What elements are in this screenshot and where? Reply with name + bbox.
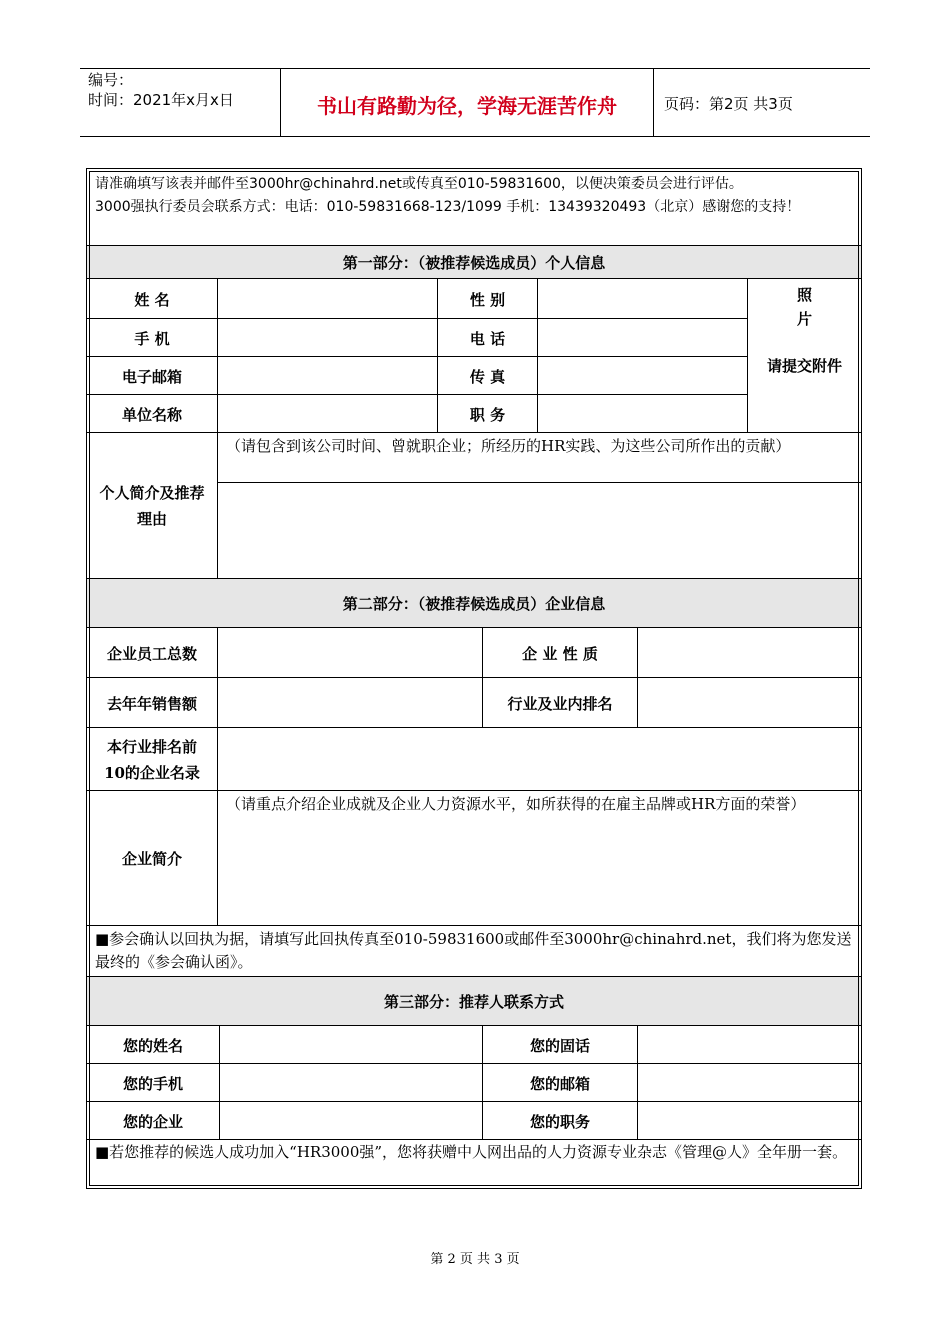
row-profile: [87, 432, 861, 579]
header-divider: [280, 68, 281, 136]
name-label: 姓 名: [134, 290, 170, 309]
gender-label: 性 别: [437, 279, 537, 319]
email-label: 电子邮箱: [121, 367, 182, 386]
row-your-company-position: [87, 1101, 861, 1140]
company-intro-area[interactable]: [217, 791, 861, 926]
row-name-gender: [87, 278, 861, 319]
header-divider: [653, 68, 654, 136]
row-employees-nature: [87, 627, 861, 678]
photo-note: 请提交附件: [766, 357, 842, 375]
row-top10: [87, 727, 861, 791]
header-bottom-rule: [80, 136, 870, 137]
phone-field[interactable]: [537, 319, 747, 357]
name-field[interactable]: [217, 279, 437, 319]
row-your-name-phone: [87, 1025, 861, 1064]
mobile-label: 手 机: [134, 329, 170, 348]
gender-field[interactable]: [537, 279, 747, 319]
top10-label: 本行业排名前10的企业名录: [104, 737, 200, 782]
your-mobile-label: 您的手机: [122, 1074, 183, 1093]
row-company-position: [87, 394, 747, 433]
your-company-label: 您的企业: [122, 1112, 183, 1131]
profile-hint: （请包含到该公司时间、曾就职企业；所经历的HR实践、为这些公司所作出的贡献）: [218, 433, 861, 483]
fax-field[interactable]: [537, 357, 747, 395]
ranking-field[interactable]: [637, 678, 861, 728]
sales-field[interactable]: [217, 678, 482, 728]
part1-title: 第一部分：（被推荐候选成员）个人信息: [342, 254, 606, 272]
page-footer: 第 2 页 共 3 页: [430, 1252, 520, 1267]
profile-area[interactable]: [217, 433, 861, 579]
your-phone-field[interactable]: [637, 1026, 861, 1064]
profile-label: 个人简介及推荐理由: [99, 484, 205, 528]
email-field[interactable]: [217, 357, 437, 395]
row-email-fax: [87, 356, 747, 395]
confirm-note-row: [87, 925, 861, 977]
company-intro-label: 企业简介: [121, 850, 182, 868]
section-title-part2: [87, 578, 861, 628]
nature-label: 企 业 性 质: [482, 628, 637, 678]
employees-field[interactable]: [217, 628, 482, 678]
fax-label: 传 真: [437, 357, 537, 395]
page-info: 页码：第2页 共3页: [664, 95, 793, 113]
your-mobile-field[interactable]: [219, 1064, 482, 1102]
your-name-field[interactable]: [219, 1026, 482, 1064]
intro-line-1: 请准确填写该表并邮件至3000hr@chinahrd.net或传真至010-59831600，以便决策委员会进行评估。: [95, 176, 743, 192]
your-name-label: 您的姓名: [122, 1036, 183, 1055]
top10-field[interactable]: [217, 728, 861, 791]
company-intro-hint: （请重点介绍企业成就及企业人力资源水平，如所获得的在雇主品牌或HR方面的荣誉）: [226, 795, 806, 813]
row-sales-ranking: [87, 677, 861, 728]
your-position-field[interactable]: [637, 1102, 861, 1140]
row-your-mobile-email: [87, 1063, 861, 1102]
photo-cell[interactable]: [747, 279, 861, 432]
motto: 书山有路勤为径，学海无涯苦作舟: [317, 94, 617, 118]
gift-note-row: [87, 1139, 861, 1189]
nature-field[interactable]: [637, 628, 861, 678]
mobile-field[interactable]: [217, 319, 437, 357]
your-phone-label: 您的固话: [482, 1026, 637, 1064]
intro-block: [87, 169, 861, 245]
part2-title: 第二部分：（被推荐候选成员）企业信息: [342, 595, 606, 613]
confirm-note: ■参会确认以回执为据，请填写此回执传真至010-59831600或邮件至3000hr@chinahrd.net，我们将为您发送最终的《参会确认函》。: [95, 930, 852, 971]
gift-note: ■若您推荐的候选人成功加入“HR3000强”，您将获赠中人网出品的人力资源专业杂志《管理@人》全年册一套。: [95, 1143, 848, 1161]
header-top-rule: [80, 68, 870, 69]
part3-title: 第三部分：推荐人联系方式: [383, 993, 564, 1011]
section-title-part3: [87, 976, 861, 1026]
number-label: 编号：: [88, 71, 134, 89]
row-mobile-phone: [87, 318, 747, 357]
intro-line-2: 3000强执行委员会联系方式：电话：010-59831668-123/1099 手机：13439320493（北京）感谢您的支持！: [95, 199, 801, 215]
photo-label-1: 照: [796, 286, 812, 304]
photo-label-2: 片: [796, 310, 812, 328]
your-position-label: 您的职务: [482, 1102, 637, 1140]
employees-label: 企业员工总数: [106, 644, 197, 663]
company-label: 单位名称: [121, 405, 182, 424]
row-company-intro: [87, 790, 861, 926]
phone-label: 电 话: [437, 319, 537, 357]
position-field[interactable]: [537, 395, 747, 433]
your-email-label: 您的邮箱: [482, 1064, 637, 1102]
section-title-part1: [87, 245, 861, 279]
sales-label: 去年年销售额: [106, 694, 197, 713]
header-meta: [88, 70, 234, 110]
time-label: 时间：2021年x月x日: [88, 91, 234, 109]
nomination-form: [86, 168, 862, 1189]
position-label: 职 务: [437, 395, 537, 433]
ranking-label: 行业及业内排名: [482, 678, 637, 728]
your-email-field[interactable]: [637, 1064, 861, 1102]
company-field[interactable]: [217, 395, 437, 433]
your-company-field[interactable]: [219, 1102, 482, 1140]
